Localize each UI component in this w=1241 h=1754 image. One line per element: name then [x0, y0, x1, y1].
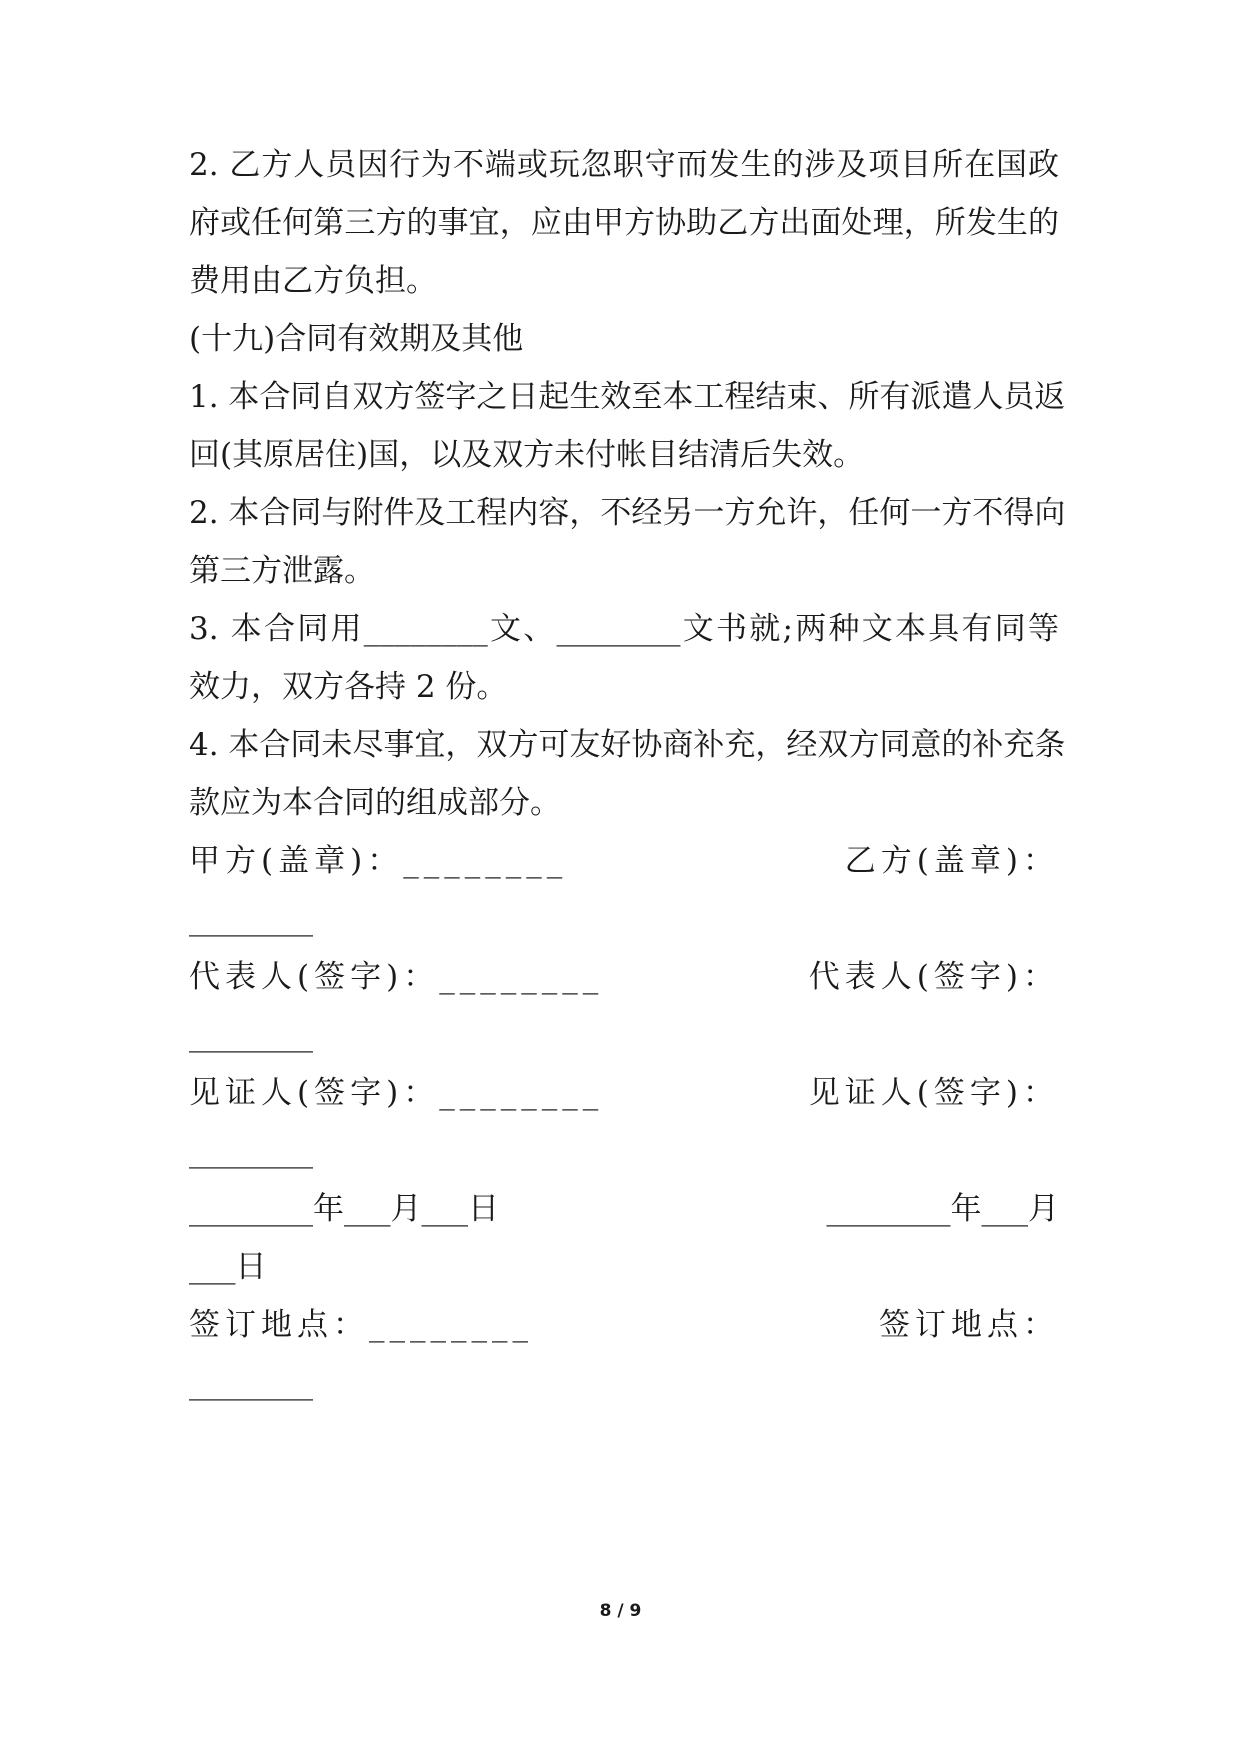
party-a-witness-label: 见证人(签字)：________: [189, 1075, 604, 1111]
party-a-representative-label: 代表人(签字)：________: [189, 959, 604, 995]
party-b-signing-place: 签订地点：: [879, 1307, 1059, 1343]
party-a-date: ________年___月___日: [189, 1191, 499, 1227]
section-heading: (十九)合同有效期及其他: [189, 321, 524, 357]
page-number: 8 / 9: [599, 1601, 642, 1621]
party-a-seal-label: 甲方(盖章)：________: [189, 843, 568, 879]
paragraph-line: 3. 本合同用________文、________文书就;两种文本具有同等: [189, 611, 1059, 647]
paragraph-line: 效力，双方各持 2 份。: [189, 669, 508, 705]
party-b-representative-blank: ________: [189, 1017, 313, 1053]
paragraph-line: 1. 本合同自双方签字之日起生效至本工程结束、所有派遣人员返: [189, 379, 1066, 415]
party-b-representative-label: 代表人(签字)：: [808, 959, 1059, 995]
signature-row-place: [189, 1300, 1059, 1350]
signature-row-seal: [189, 836, 1059, 886]
paragraph-line: 第三方泄露。: [189, 553, 375, 589]
paragraph-line: 4. 本合同未尽事宜，双方可友好协商补充，经双方同意的补充条: [189, 727, 1066, 763]
paragraph-line: 款应为本合同的组成部分。: [189, 785, 561, 821]
signature-row-date: [189, 1184, 1059, 1234]
party-b-witness-blank: ________: [189, 1133, 313, 1169]
party-b-signing-place-blank: ________: [189, 1365, 313, 1401]
signature-row-witness: [189, 1068, 1059, 1118]
paragraph-line: 府或任何第三方的事宜，应由甲方协助乙方出面处理，所发生的: [189, 205, 1059, 241]
party-b-seal-blank: ________: [189, 901, 313, 937]
party-b-seal-label: 乙方(盖章)：: [844, 843, 1059, 879]
party-b-date: ________年___月: [826, 1191, 1059, 1227]
paragraph-line: 费用由乙方负担。: [189, 263, 437, 299]
paragraph-line: 2. 本合同与附件及工程内容，不经另一方允许，任何一方不得向: [189, 495, 1066, 531]
signature-row-representative: [189, 952, 1059, 1002]
paragraph-line: 回(其原居住)国，以及双方未付帐目结清后失效。: [189, 437, 865, 473]
party-b-witness-label: 见证人(签字)：: [808, 1075, 1059, 1111]
party-a-signing-place: 签订地点：________: [189, 1307, 533, 1343]
party-b-date-continued: ___日: [189, 1249, 267, 1285]
paragraph-line: 2. 乙方人员因行为不端或玩忽职守而发生的涉及项目所在国政: [189, 147, 1059, 183]
